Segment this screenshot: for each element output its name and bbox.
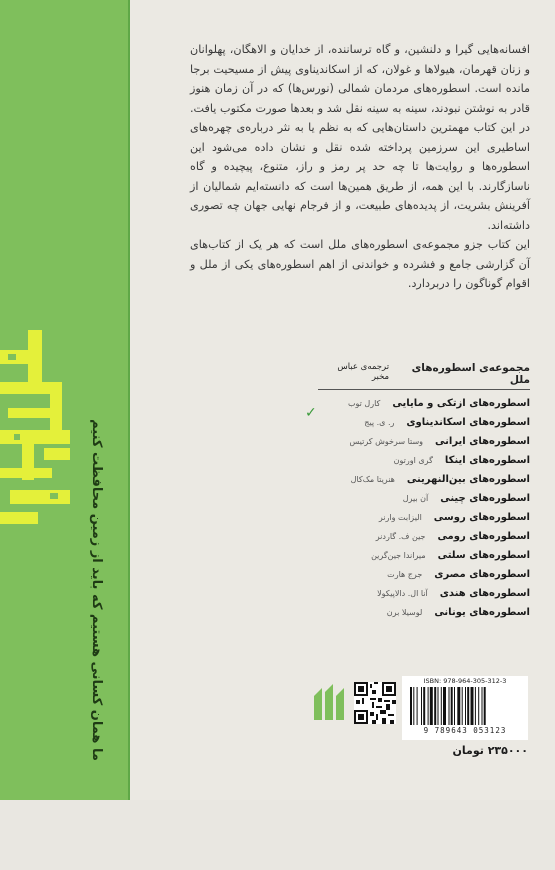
barcode-bar: [434, 687, 436, 725]
book-author: ر. ی. پیج: [364, 418, 395, 427]
barcode-bar: [423, 687, 425, 725]
barcode-bar: [441, 687, 442, 725]
barcode-bar: [465, 687, 466, 725]
barcode-bar: [428, 687, 429, 725]
barcode-bar: [449, 687, 450, 725]
barcode-bar: [482, 687, 483, 725]
book-title: اسطوره‌های مصری: [434, 569, 530, 580]
book-author: گری اورتون: [393, 456, 433, 465]
barcode-bar: [475, 687, 476, 725]
book-title: اسطوره‌های رومی: [437, 531, 530, 542]
barcode-bar: [462, 687, 463, 725]
series-book-item: [318, 394, 530, 413]
book-author: میراندا جین‌گرین: [371, 551, 426, 560]
series-list: [318, 362, 530, 622]
book-author: کارل توب: [347, 399, 381, 408]
book-title: اسطوره‌های اسکاندیناوی: [406, 417, 530, 428]
book-title: اسطوره‌های سلتی: [437, 550, 530, 561]
book-title: اسطوره‌های ایرانی: [435, 436, 530, 447]
series-book-item: [318, 603, 530, 622]
book-author: جین ف. گاردنر: [375, 532, 426, 541]
series-book-item: [318, 432, 530, 451]
publisher-logo: [312, 682, 348, 722]
barcode-bar: [457, 687, 460, 725]
book-title: اسطوره‌های بین‌النهرینی: [406, 474, 530, 485]
barcode-bar: [421, 687, 422, 725]
barcode-bar: [454, 687, 455, 725]
book-title: اسطوره‌های اینکا: [444, 455, 530, 466]
isbn-barcode: [402, 676, 528, 740]
book-author: آنا ال. دالاپیکولا: [377, 589, 428, 598]
book-author: لوسیلا برن: [386, 608, 423, 617]
series-book-item: [318, 470, 530, 489]
series-book-item: [318, 489, 530, 508]
series-book-item: [318, 508, 530, 527]
spine-edge: [128, 0, 130, 800]
series-book-item: [318, 451, 530, 470]
checkmark-icon: ✓: [305, 405, 317, 421]
series-book-item: [318, 565, 530, 584]
barcode-bar: [417, 687, 418, 725]
series-title: مجموعه‌ی اسطوره‌های ملل: [411, 362, 530, 386]
book-title: اسطوره‌های هندی: [439, 588, 530, 599]
book-author: وستا سرخوش کرتیس: [349, 437, 424, 446]
barcode-bar: [430, 687, 433, 725]
barcode-bar: [467, 687, 469, 725]
ornament-motif: [0, 330, 78, 530]
book-author: جرج هارت: [387, 570, 423, 579]
series-book-item: [318, 546, 530, 565]
book-author: آن بیرل: [402, 494, 429, 503]
book-title: اسطوره‌های ازتکی و مایایی: [392, 398, 530, 409]
book-description: [190, 40, 530, 294]
book-author: الیزابت وارنر: [378, 513, 422, 522]
description-paragraph: افسانه‌هایی گیرا و دلنشین، و گاه ترساننده، از خدایان و الاهگان، پهلوانان و زنان قهرمان، هیولاها و غولان، که از اسکاندیناوی پیش از مسیحیت برجا مانده است. اسطوره‌های مردمان شمالی (نورس‌ها) که در آن زمان هنوز قادر به نوشتن نبودند، سینه به سینه نقل شد و بعدها صورت مکتوب یافت. در این کتاب مهمترین داستان‌هایی که به نظم یا به نثر درباره‌ی چهره‌های اساطیری این سرزمین پرداخته شده نقل و نشان داده می‌شود این اسطوره‌ها و روایت‌ها تا چه حد پر رمز و راز، متنوع، پیچیده و گاه ناسازگارند. با این همه، از طریق همین‌ها است که دانسته‌ایم شمالیان از آفرینش بشریت، از پدیده‌های طبیعت، و از فرجام نهایی جهان چه تصوری داشته‌اند.: [190, 43, 530, 232]
barcode-bar: [471, 687, 474, 725]
series-book-item: [318, 584, 530, 603]
isbn-label: ISBN: 978-964-305-312-3: [423, 677, 507, 685]
book-title: اسطوره‌های یونانی: [434, 607, 530, 618]
barcode-bar: [413, 687, 414, 725]
book-title: اسطوره‌های روسی: [433, 512, 530, 523]
price: ۲۳۵۰۰۰ تومان: [452, 744, 528, 757]
description-paragraph: این کتاب جزو مجموعه‌ی اسطوره‌های ملل است که هر یک از کتاب‌های آن گزارشی جامع و فشرده و خواندنی از اهم اسطوره‌های یکی از ملل و اقوام گوناگون را دربردارد.: [190, 238, 530, 290]
spine-tagline: ما همان کسانی هستیم که باید از زمین محافظت کنیم: [89, 419, 104, 761]
series-translator: ترجمه‌ی عباس مخبر: [337, 362, 390, 382]
series-header: [318, 362, 530, 390]
qr-code: [354, 682, 396, 724]
book-title: اسطوره‌های چینی: [440, 493, 530, 504]
barcode-bar: [451, 687, 453, 725]
barcode-bar: [410, 687, 412, 725]
series-book-item: [318, 527, 530, 546]
barcode-bars: [410, 687, 520, 725]
series-book-item: [318, 413, 530, 432]
barcode-bar: [478, 687, 479, 725]
book-author: هنریتا مک‌کال: [350, 475, 395, 484]
barcode-number: 9 789643 053123: [423, 726, 507, 735]
barcode-bar: [484, 687, 486, 725]
barcode-bar: [443, 687, 446, 725]
barcode-bar: [438, 687, 439, 725]
